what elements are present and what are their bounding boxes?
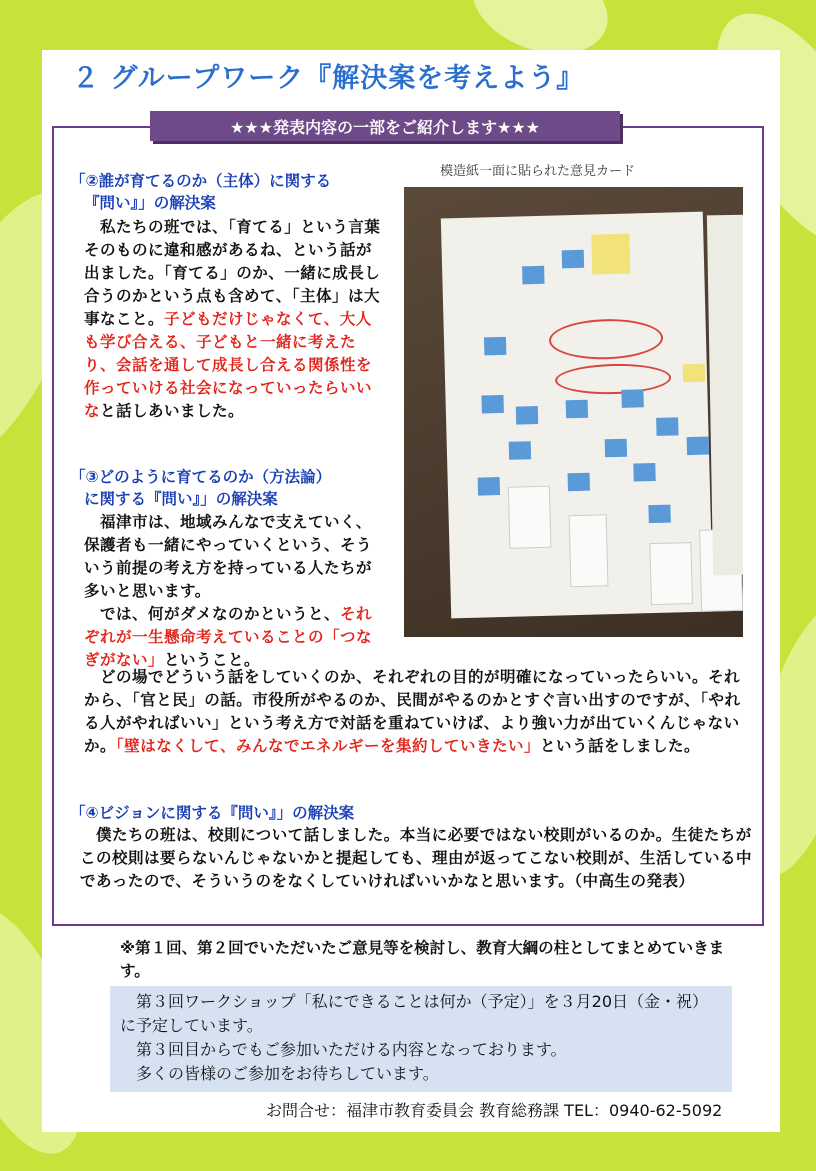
section1-paragraph: 私たちの班では、「育てる」という言葉そのものに違和感があるね、という話が出ました。「育てる」のか、一緒に成長し合うのかという点も含めて、「主体」は大事なこと。	[84, 218, 381, 328]
sticky-note	[591, 234, 630, 275]
section-banner: ★★★発表内容の一部をご紹介します★★★	[150, 111, 620, 141]
theme-oval	[555, 363, 672, 396]
sticky-note	[522, 266, 544, 285]
sticky-note	[621, 389, 643, 408]
section2-paragraph3: どの場でどういう話をしていくのか、それぞれの目的が明確になっていったらいい。それから、「官と民」の話。市役所がやるのか、民間がやるのかとすぐ言い出すのですが、「やれる人がやればいい」という考え方で対話を重ねていけば、より強い力が出ていくんじゃないか。	[84, 668, 741, 755]
section2-highlight2: 「壁はなくして、みんなでエネルギーを集約していきたい」	[116, 737, 540, 755]
opinion-card	[649, 542, 693, 605]
sticky-note	[516, 406, 538, 425]
section2-body-upper	[84, 511, 386, 672]
section2-heading-line1: 「③どのように育てるのか（方法論）	[70, 468, 332, 486]
sticky-note	[656, 417, 678, 436]
section1-heading-line2: 『問い』」の解決案	[84, 194, 216, 212]
footnote: ※第１回、第２回でいただいたご意見等を検討し、教育大綱の柱としてまとめていきます。	[120, 939, 725, 980]
sticky-note	[509, 441, 531, 460]
section2-heading-line2: に関する『問い』」の解決案	[84, 490, 278, 508]
sticky-note	[478, 477, 500, 496]
sticky-note	[687, 437, 709, 456]
section1-highlight: 子どもだけじゃなくて、大人も学び合える、子どもと一緒に考えたり、会話を通して成長し合える関係性を作っていける社会になっていったらいいな	[84, 310, 373, 420]
section2-paragraph2-tail: ということ。	[164, 651, 261, 669]
sticky-note	[568, 473, 590, 492]
sticky-note	[648, 505, 670, 524]
page-title: ２ グループワーク『解決案を考えよう』	[72, 63, 585, 94]
section1-heading-line1: 「②誰が育てるのか（主体）に関する	[70, 172, 332, 190]
sticky-note	[633, 463, 655, 482]
poster-paper	[441, 212, 713, 619]
section1-heading	[70, 170, 400, 214]
sticky-note	[481, 395, 503, 414]
section2-paragraph1: 福津市は、地域みんなで支えていく、保護者も一緒にやっていくという、そういう前提の考え方を持っている人たちが多いと思います。	[84, 513, 373, 600]
workshop-info-line3: 多くの皆様のご参加をお待ちしています。	[120, 1064, 439, 1083]
workshop-info-box	[110, 986, 732, 1092]
section3-heading: 「④ビジョンに関する『問い』」の解決案	[70, 804, 355, 822]
section2-paragraph3-tail: という話をしました。	[539, 737, 700, 755]
opinion-card	[569, 514, 609, 587]
opinion-cards-photo	[404, 187, 743, 637]
section2-highlight: それぞれが一生懸命考えていることの「つなぎがない」	[84, 605, 373, 669]
section2-body-lower	[84, 666, 748, 758]
workshop-info-line1: 第３回ワークショップ「私にできることは何か（予定）」を３月20日（金・祝）に予定しています。	[120, 992, 709, 1035]
section3-body: 僕たちの班は、校則について話しました。本当に必要ではない校則がいるのか。生徒たちがこの校則は要らないんじゃないかと提起しても、理由が返ってこない校則が、生活している中であったので、そういうのをなくしていければいいかなと思います。（中高生の発表）	[80, 826, 753, 890]
poster-paper-edge	[707, 215, 743, 576]
section1-body	[84, 216, 386, 423]
sticky-note	[683, 364, 705, 383]
sticky-note	[562, 250, 584, 269]
theme-oval	[549, 318, 664, 361]
photo-caption: 模造紙一面に貼られた意見カード	[440, 164, 636, 179]
sticky-note	[566, 400, 588, 419]
section1-tail: と話しあいました。	[100, 402, 245, 420]
section2-heading	[70, 466, 400, 510]
section2-paragraph2-lead: では、何がダメなのかというと、	[84, 605, 341, 623]
contact-info: お問合せ：福津市教育委員会 教育総務課 TEL：0940-62-5092	[266, 1101, 723, 1120]
opinion-card	[508, 486, 552, 549]
workshop-info-line2: 第３回目からでもご参加いただける内容となっております。	[120, 1040, 567, 1059]
sticky-note	[605, 439, 627, 458]
sticky-note	[484, 337, 506, 356]
